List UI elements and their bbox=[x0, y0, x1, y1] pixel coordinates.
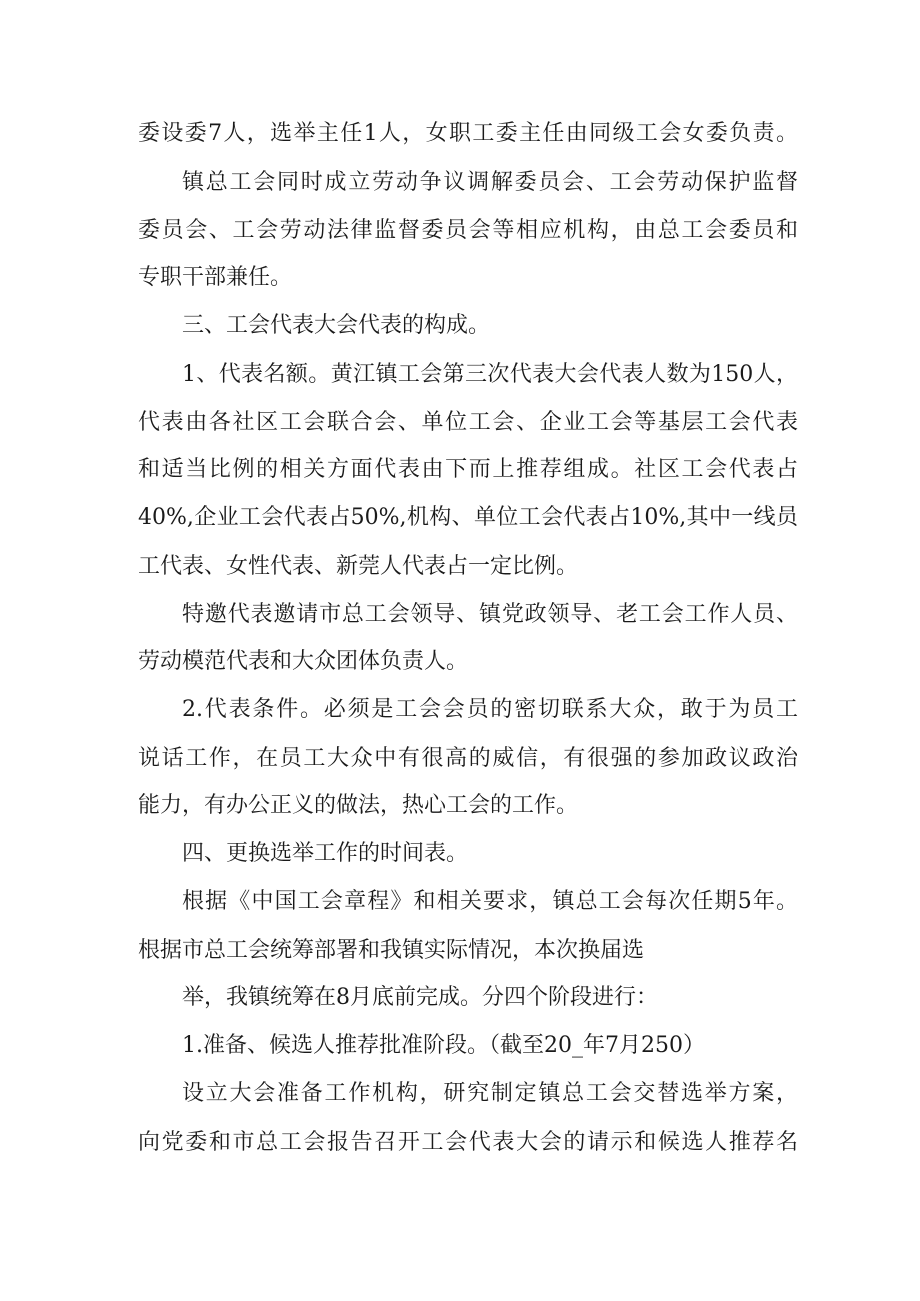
text-line: 委员会、工会劳动法律监督委员会等相应机构，由总工会委员和 bbox=[138, 218, 798, 243]
text-line: 举，我镇统筹在8月底前完成。分四个阶段进行： bbox=[182, 985, 658, 1010]
text-line: 代表由各社区工会联合会、单位工会、企业工会等基层工会代表 bbox=[138, 410, 798, 435]
text-line: 工代表、女性代表、新莞人代表占一定比例。 bbox=[138, 554, 579, 579]
text-line: 根据市总工会统筹部署和我镇实际情况，本次换届选 bbox=[138, 938, 645, 963]
text-line: 专职干部兼任。 bbox=[138, 265, 293, 290]
text-line: 向党委和市总工会报告召开工会代表大会的请示和候选人推荐名 bbox=[138, 1130, 798, 1155]
text-line: 40%,企业工会代表占50%,机构、单位工会代表占10%,其中一线员 bbox=[138, 505, 798, 530]
text-line: 镇总工会同时成立劳动争议调解委员会、工会劳动保护监督 bbox=[182, 170, 798, 195]
text-line: 委设委7人，选举主任1人，女职工委主任由同级工会女委负责。 bbox=[138, 121, 798, 146]
text-line: 能力，有办公正义的做法，热心工会的工作。 bbox=[138, 793, 579, 818]
text-line: 1、代表名额。黄江镇工会第三次代表大会代表人数为150人， bbox=[182, 362, 798, 387]
text-line: 2.代表条件。必须是工会会员的密切联系大众，敢于为员工 bbox=[182, 697, 798, 722]
text-line: 1.准备、候选人推荐批准阶段。（截至20_年7月250） bbox=[182, 1033, 705, 1058]
text-line: 和适当比例的相关方面代表由下而上推荐组成。社区工会代表占 bbox=[138, 457, 798, 482]
section-heading: 四、更换选举工作的时间表。 bbox=[182, 841, 469, 866]
text-line: 劳动模范代表和大众团体负责人。 bbox=[138, 649, 469, 674]
text-line: 说话工作，在员工大众中有很高的威信，有很强的参加政议政治 bbox=[138, 746, 798, 771]
text-line: 根据《中国工会章程》和相关要求，镇总工会每次任期5年。 bbox=[182, 889, 798, 914]
section-heading: 三、工会代表大会代表的构成。 bbox=[182, 313, 491, 338]
text-line: 特邀代表邀请市总工会领导、镇党政领导、老工会工作人员、 bbox=[182, 602, 798, 627]
text-line: 设立大会准备工作机构，研究制定镇总工会交替选举方案， bbox=[182, 1081, 798, 1106]
